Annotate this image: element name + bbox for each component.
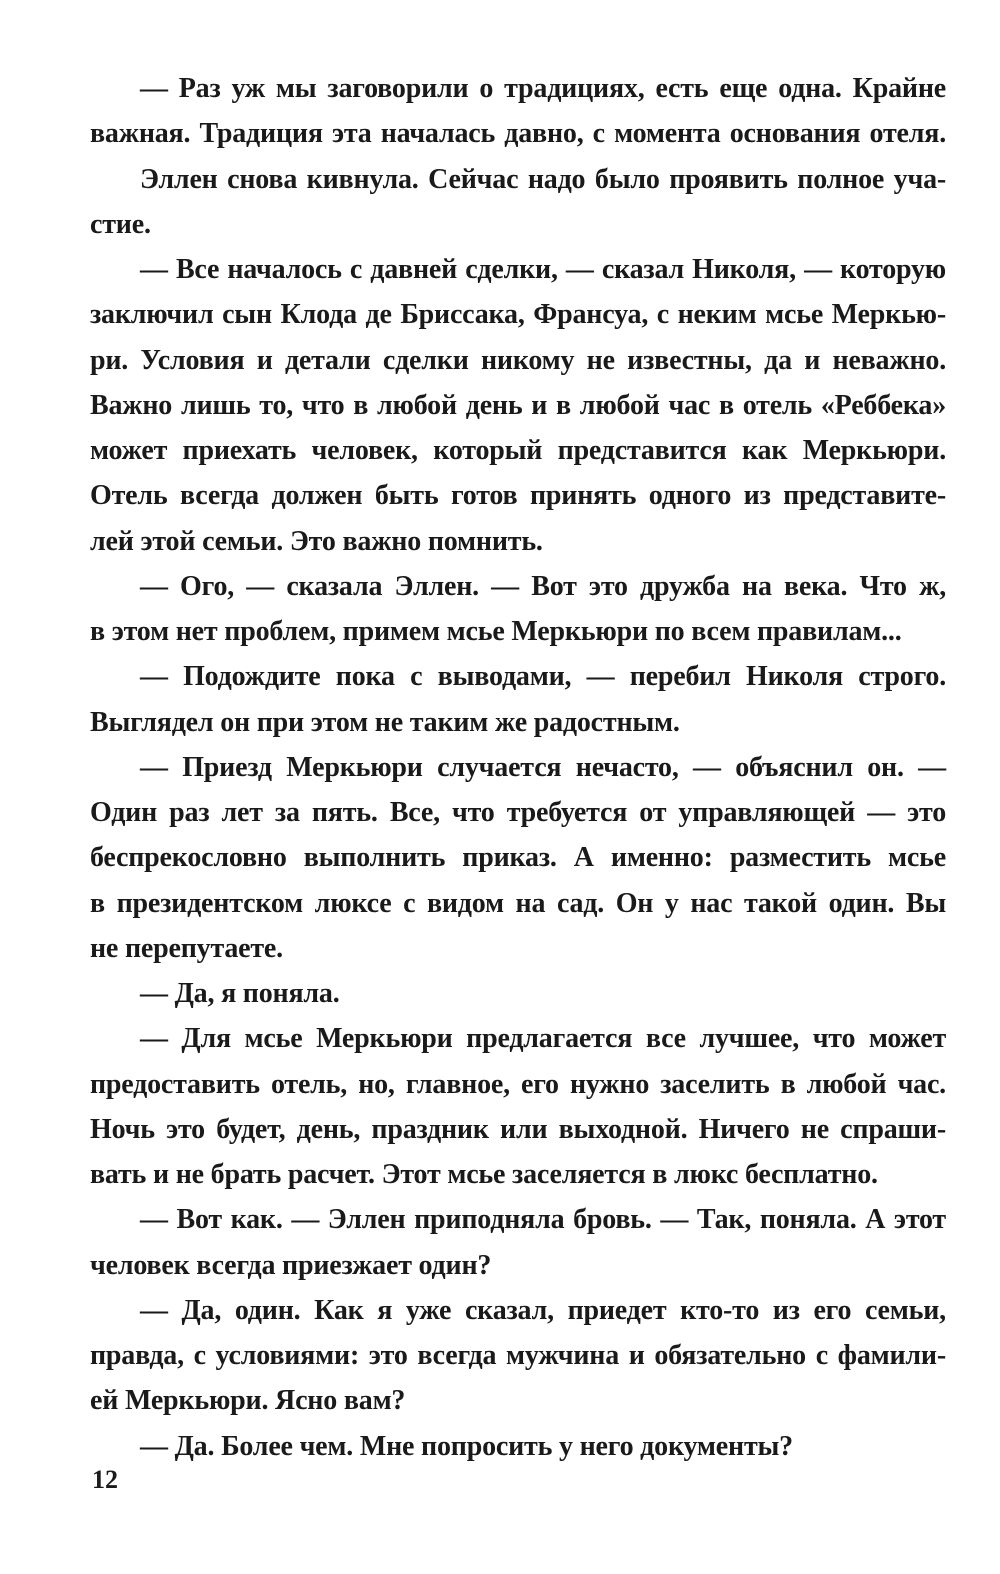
text-line: — Вот как. — Эллен приподняла бровь. — Так, поняла. А этот <box>140 1204 946 1236</box>
text-line: — Все началось с давней сделки, — сказал Николя, — которую <box>140 254 946 285</box>
text-line: — Подождите пока с выводами, — перебил Николя строго. <box>140 661 946 693</box>
text-line: может приехать человек, который представится как Меркьюри. <box>90 435 946 466</box>
text-line: Важно лишь то, что в любой день и в любой час в отель «Реббека» <box>90 389 946 421</box>
text-line: человек всегда приезжает один? <box>90 1249 492 1281</box>
text-line: в президентском люксе с видом на сад. Он у нас такой один. Вы <box>90 887 946 919</box>
text-line: беспрекословно выполнить приказ. А именно: разместить мсье <box>90 842 946 874</box>
text-line: Один раз лет за пять. Все, что требуется от управляющей — это <box>90 797 946 828</box>
text-line: заключил сын Клода де Бриссака, Франсуа, с неким мсье Меркью- <box>90 299 946 331</box>
text-line: Ночь это будет, день, праздник или выходной. Ничего не спраши- <box>90 1113 946 1145</box>
text-line: ри. Условия и детали сделки никому не известны, да и неважно. <box>90 344 946 376</box>
text-line: — Да. Более чем. Мне попросить у него документы? <box>140 1430 793 1462</box>
text-line: важная. Традиция эта началась давно, с момента основания отеля. <box>90 118 946 150</box>
text-line: лей этой семьи. Это важно помнить. <box>90 525 543 557</box>
text-line: Отель всегда должен быть готов принять одного из представите- <box>90 480 946 512</box>
text-line: стие. <box>90 208 151 240</box>
text-line: предоставить отель, но, главное, его нужно заселить в любой час. <box>90 1068 946 1100</box>
text-line: в этом нет проблем, примем мсье Меркьюри по всем правилам... <box>90 616 902 647</box>
text-line: не перепутаете. <box>90 932 283 964</box>
text-line: — Раз уж мы заговорили о традициях, есть еще одна. Крайне <box>140 73 946 104</box>
text-line: Эллен снова кивнула. Сейчас надо было проявить полное уча- <box>140 163 946 195</box>
text-line: — Приезд Меркьюри случается нечасто, — объяснил он. — <box>140 751 946 783</box>
text-line: — Для мсье Меркьюри предлагается все лучшее, что может <box>140 1023 946 1055</box>
body-text <box>90 66 946 1469</box>
text-line: — Да, один. Как я уже сказал, приедет кто-то из его семьи, <box>140 1294 946 1326</box>
text-line: ей Меркьюри. Ясно вам? <box>90 1385 406 1417</box>
text-line: — Да, я поняла. <box>140 978 340 1009</box>
text-line: вать и не брать расчет. Этот мсье заселяется в люкс бесплатно. <box>90 1159 878 1190</box>
text-line: правда, с условиями: это всегда мужчина и обязательно с фамили- <box>90 1340 946 1371</box>
text-line: Выглядел он при этом не таким же радостным. <box>90 706 680 738</box>
text-line: — Ого, — сказала Эллен. — Вот это дружба на века. Что ж, <box>140 570 946 602</box>
page-number: 12 <box>92 1465 118 1494</box>
